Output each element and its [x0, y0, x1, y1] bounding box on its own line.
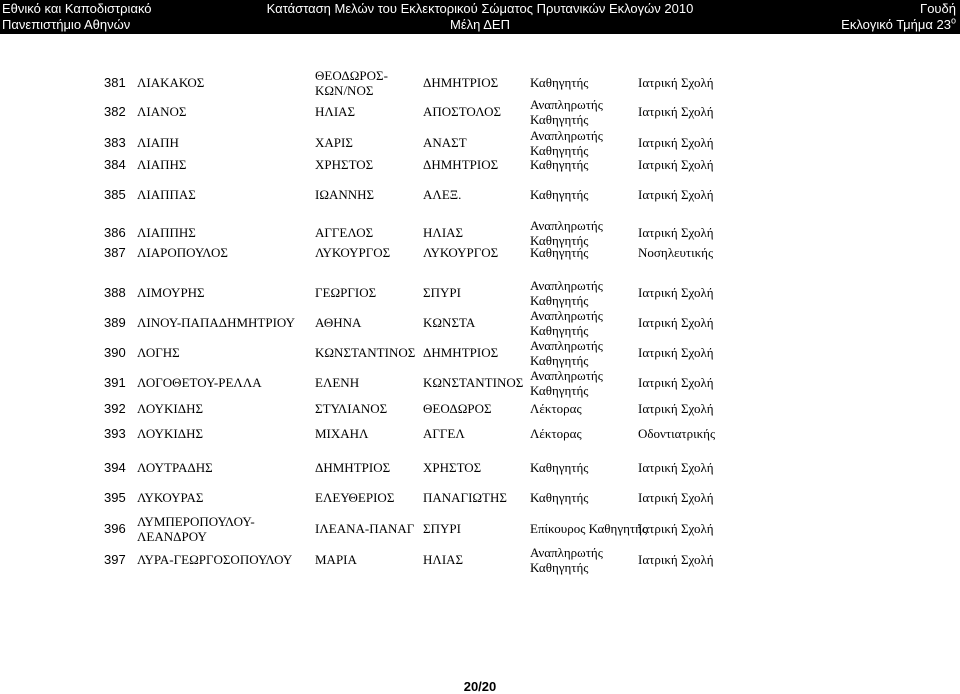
member-father-name: ΗΛΙΑΣ [423, 552, 464, 567]
member-school: Ιατρική Σχολή [638, 75, 714, 90]
member-number: 390 [104, 345, 126, 360]
member-father-name: ΑΠΟΣΤΟΛΟΣ [423, 104, 502, 119]
member-school: Ιατρική Σχολή [638, 135, 714, 150]
member-school: Ιατρική Σχολή [638, 401, 714, 416]
member-rank: Καθηγητής [530, 460, 589, 475]
member-number: 388 [104, 285, 126, 300]
member-firstname: ΚΩΝΣΤΑΝΤΙΝΟΣ [315, 345, 416, 360]
document-subtitle: Μέλη ΔΕΠ [450, 17, 510, 32]
member-rank: Αναπληρωτής Καθηγητής [530, 128, 603, 158]
document-title: Κατάσταση Μελών του Εκλεκτορικού Σώματος Πρυτανικών Εκλογών 2010 [266, 1, 694, 16]
member-number: 393 [104, 426, 126, 441]
member-school: Ιατρική Σχολή [638, 345, 714, 360]
member-surname: ΛΟΓΗΣ [137, 345, 180, 360]
member-school: Ιατρική Σχολή [638, 285, 714, 300]
page-number: 20/20 [463, 679, 497, 694]
member-firstname: ΧΑΡΙΣ [315, 135, 353, 150]
member-surname: ΛΟΓΟΘΕΤΟΥ-ΡΕΛΛΑ [137, 375, 262, 390]
member-rank: Καθηγητής [530, 187, 589, 202]
member-firstname: ΑΘΗΝΑ [315, 315, 362, 330]
member-surname: ΛΙΑΡΟΠΟΥΛΟΣ [137, 245, 228, 260]
member-rank: Αναπληρωτής Καθηγητής [530, 545, 603, 575]
member-father-name: ΚΩΝΣΤΑΝΤΙΝΟΣ [423, 375, 524, 390]
member-firstname: ΛΥΚΟΥΡΓΟΣ [315, 245, 391, 260]
member-firstname: ΗΛΙΑΣ [315, 104, 356, 119]
member-father-name: ΑΛΕΞ. [423, 187, 462, 202]
member-school: Ιατρική Σχολή [638, 490, 714, 505]
member-rank: Καθηγητής [530, 490, 589, 505]
member-school: Νοσηλευτικής [638, 245, 714, 260]
member-number: 382 [104, 104, 126, 119]
member-firstname: ΘΕΟΔΩΡΟΣ- ΚΩΝ/ΝΟΣ [315, 68, 388, 98]
member-firstname: ΓΕΩΡΓΙΟΣ [315, 285, 377, 300]
member-father-name: ΑΝΑΣΤ [423, 135, 467, 150]
member-rank: Αναπληρωτής Καθηγητής [530, 278, 603, 308]
electoral-section-label: Εκλογικό Τμήμα 23 [841, 17, 951, 32]
member-rank: Αναπληρωτής Καθηγητής [530, 308, 603, 338]
member-number: 381 [104, 75, 126, 90]
member-firstname: ΜΑΡΙΑ [315, 552, 357, 567]
member-surname: ΛΙΑΠΗΣ [137, 157, 187, 172]
member-surname: ΛΥΜΠΕΡΟΠΟΥΛΟΥ- ΛΕΑΝΔΡΟΥ [137, 514, 255, 544]
member-father-name: ΧΡΗΣΤΟΣ [423, 460, 482, 475]
member-school: Ιατρική Σχολή [638, 521, 714, 536]
member-surname: ΛΟΥΤΡΑΔΗΣ [137, 460, 213, 475]
member-rank: Καθηγητής [530, 245, 589, 260]
member-father-name: ΔΗΜΗΤΡΙΟΣ [423, 75, 499, 90]
member-school: Ιατρική Σχολή [638, 157, 714, 172]
member-father-name: ΛΥΚΟΥΡΓΟΣ [423, 245, 499, 260]
member-school: Ιατρική Σχολή [638, 375, 714, 390]
member-number: 396 [104, 521, 126, 536]
member-school: Ιατρική Σχολή [638, 187, 714, 202]
member-firstname: ΕΛΕΝΗ [315, 375, 360, 390]
member-surname: ΛΙΑΠΠΗΣ [137, 225, 196, 240]
member-school: Ιατρική Σχολή [638, 552, 714, 567]
member-number: 386 [104, 225, 126, 240]
member-firstname: ΑΓΓΕΛΟΣ [315, 225, 374, 240]
member-father-name: ΣΠΥΡΙ [423, 521, 461, 536]
member-surname: ΛΥΡΑ-ΓΕΩΡΓΟΣΟΠΟΥΛΟΥ [137, 552, 293, 567]
member-number: 392 [104, 401, 126, 416]
page-header [0, 0, 960, 34]
member-surname: ΛΙΑΠΗ [137, 135, 179, 150]
member-surname: ΛΙΝΟΥ-ΠΑΠΑΔΗΜΗΤΡΙΟΥ [137, 315, 296, 330]
member-father-name: ΑΓΓΕΛ [423, 426, 465, 441]
member-number: 394 [104, 460, 126, 475]
member-surname: ΛΥΚΟΥΡΑΣ [137, 490, 204, 505]
member-number: 391 [104, 375, 126, 390]
member-father-name: ΘΕΟΔΩΡΟΣ [423, 401, 492, 416]
member-rank: Λέκτορας [530, 426, 582, 441]
member-number: 395 [104, 490, 126, 505]
member-rank: Αναπληρωτής Καθηγητής [530, 338, 603, 368]
member-number: 397 [104, 552, 126, 567]
member-rank: Καθηγητής [530, 157, 589, 172]
member-father-name: ΣΠΥΡΙ [423, 285, 461, 300]
member-father-name: ΚΩΝΣΤΑ [423, 315, 476, 330]
member-number: 384 [104, 157, 126, 172]
member-school: Ιατρική Σχολή [638, 315, 714, 330]
member-rank: Επίκουρος Καθηγητής [530, 521, 648, 536]
member-surname: ΛΟΥΚΙΔΗΣ [137, 426, 204, 441]
member-firstname: ΙΩΑΝΝΗΣ [315, 187, 375, 202]
member-firstname: ΕΛΕΥΘΕΡΙΟΣ [315, 490, 395, 505]
member-school: Ιατρική Σχολή [638, 225, 714, 240]
member-firstname: ΔΗΜΗΤΡΙΟΣ [315, 460, 391, 475]
member-rank: Αναπληρωτής Καθηγητής [530, 218, 603, 248]
member-father-name: ΔΗΜΗΤΡΙΟΣ [423, 345, 499, 360]
member-firstname: ΧΡΗΣΤΟΣ [315, 157, 374, 172]
university-name-line1: Εθνικό και Καποδιστριακό [2, 1, 152, 16]
member-firstname: ΜΙΧΑΗΛ [315, 426, 369, 441]
member-father-name: ΠΑΝΑΓΙΩΤΗΣ [423, 490, 507, 505]
member-father-name: ΔΗΜΗΤΡΙΟΣ [423, 157, 499, 172]
member-school: Ιατρική Σχολή [638, 104, 714, 119]
member-father-name: ΗΛΙΑΣ [423, 225, 464, 240]
member-rank: Αναπληρωτής Καθηγητής [530, 97, 603, 127]
member-number: 383 [104, 135, 126, 150]
electoral-section-ordinal: ο [950, 15, 956, 26]
member-school: Οδοντιατρικής [638, 426, 716, 441]
member-rank: Λέκτορας [530, 401, 582, 416]
member-surname: ΛΙΑΚΑΚΟΣ [137, 75, 205, 90]
location-name: Γουδή [920, 1, 956, 16]
member-number: 385 [104, 187, 126, 202]
member-rank: Αναπληρωτής Καθηγητής [530, 368, 603, 398]
member-number: 389 [104, 315, 126, 330]
university-name-line2: Πανεπιστήμιο Αθηνών [2, 17, 131, 32]
member-rank: Καθηγητής [530, 75, 589, 90]
member-school: Ιατρική Σχολή [638, 460, 714, 475]
member-surname: ΛΙΑΠΠΑΣ [137, 187, 196, 202]
member-surname: ΛΟΥΚΙΔΗΣ [137, 401, 204, 416]
member-firstname: ΣΤΥΛΙΑΝΟΣ [315, 401, 388, 416]
member-number: 387 [104, 245, 126, 260]
electoral-section [841, 17, 956, 32]
member-surname: ΛΙΜΟΥΡΗΣ [137, 285, 205, 300]
member-firstname: ΙΛΕΑΝΑ-ΠΑΝΑΓ [315, 521, 415, 536]
member-surname: ΛΙΑΝΟΣ [137, 104, 187, 119]
